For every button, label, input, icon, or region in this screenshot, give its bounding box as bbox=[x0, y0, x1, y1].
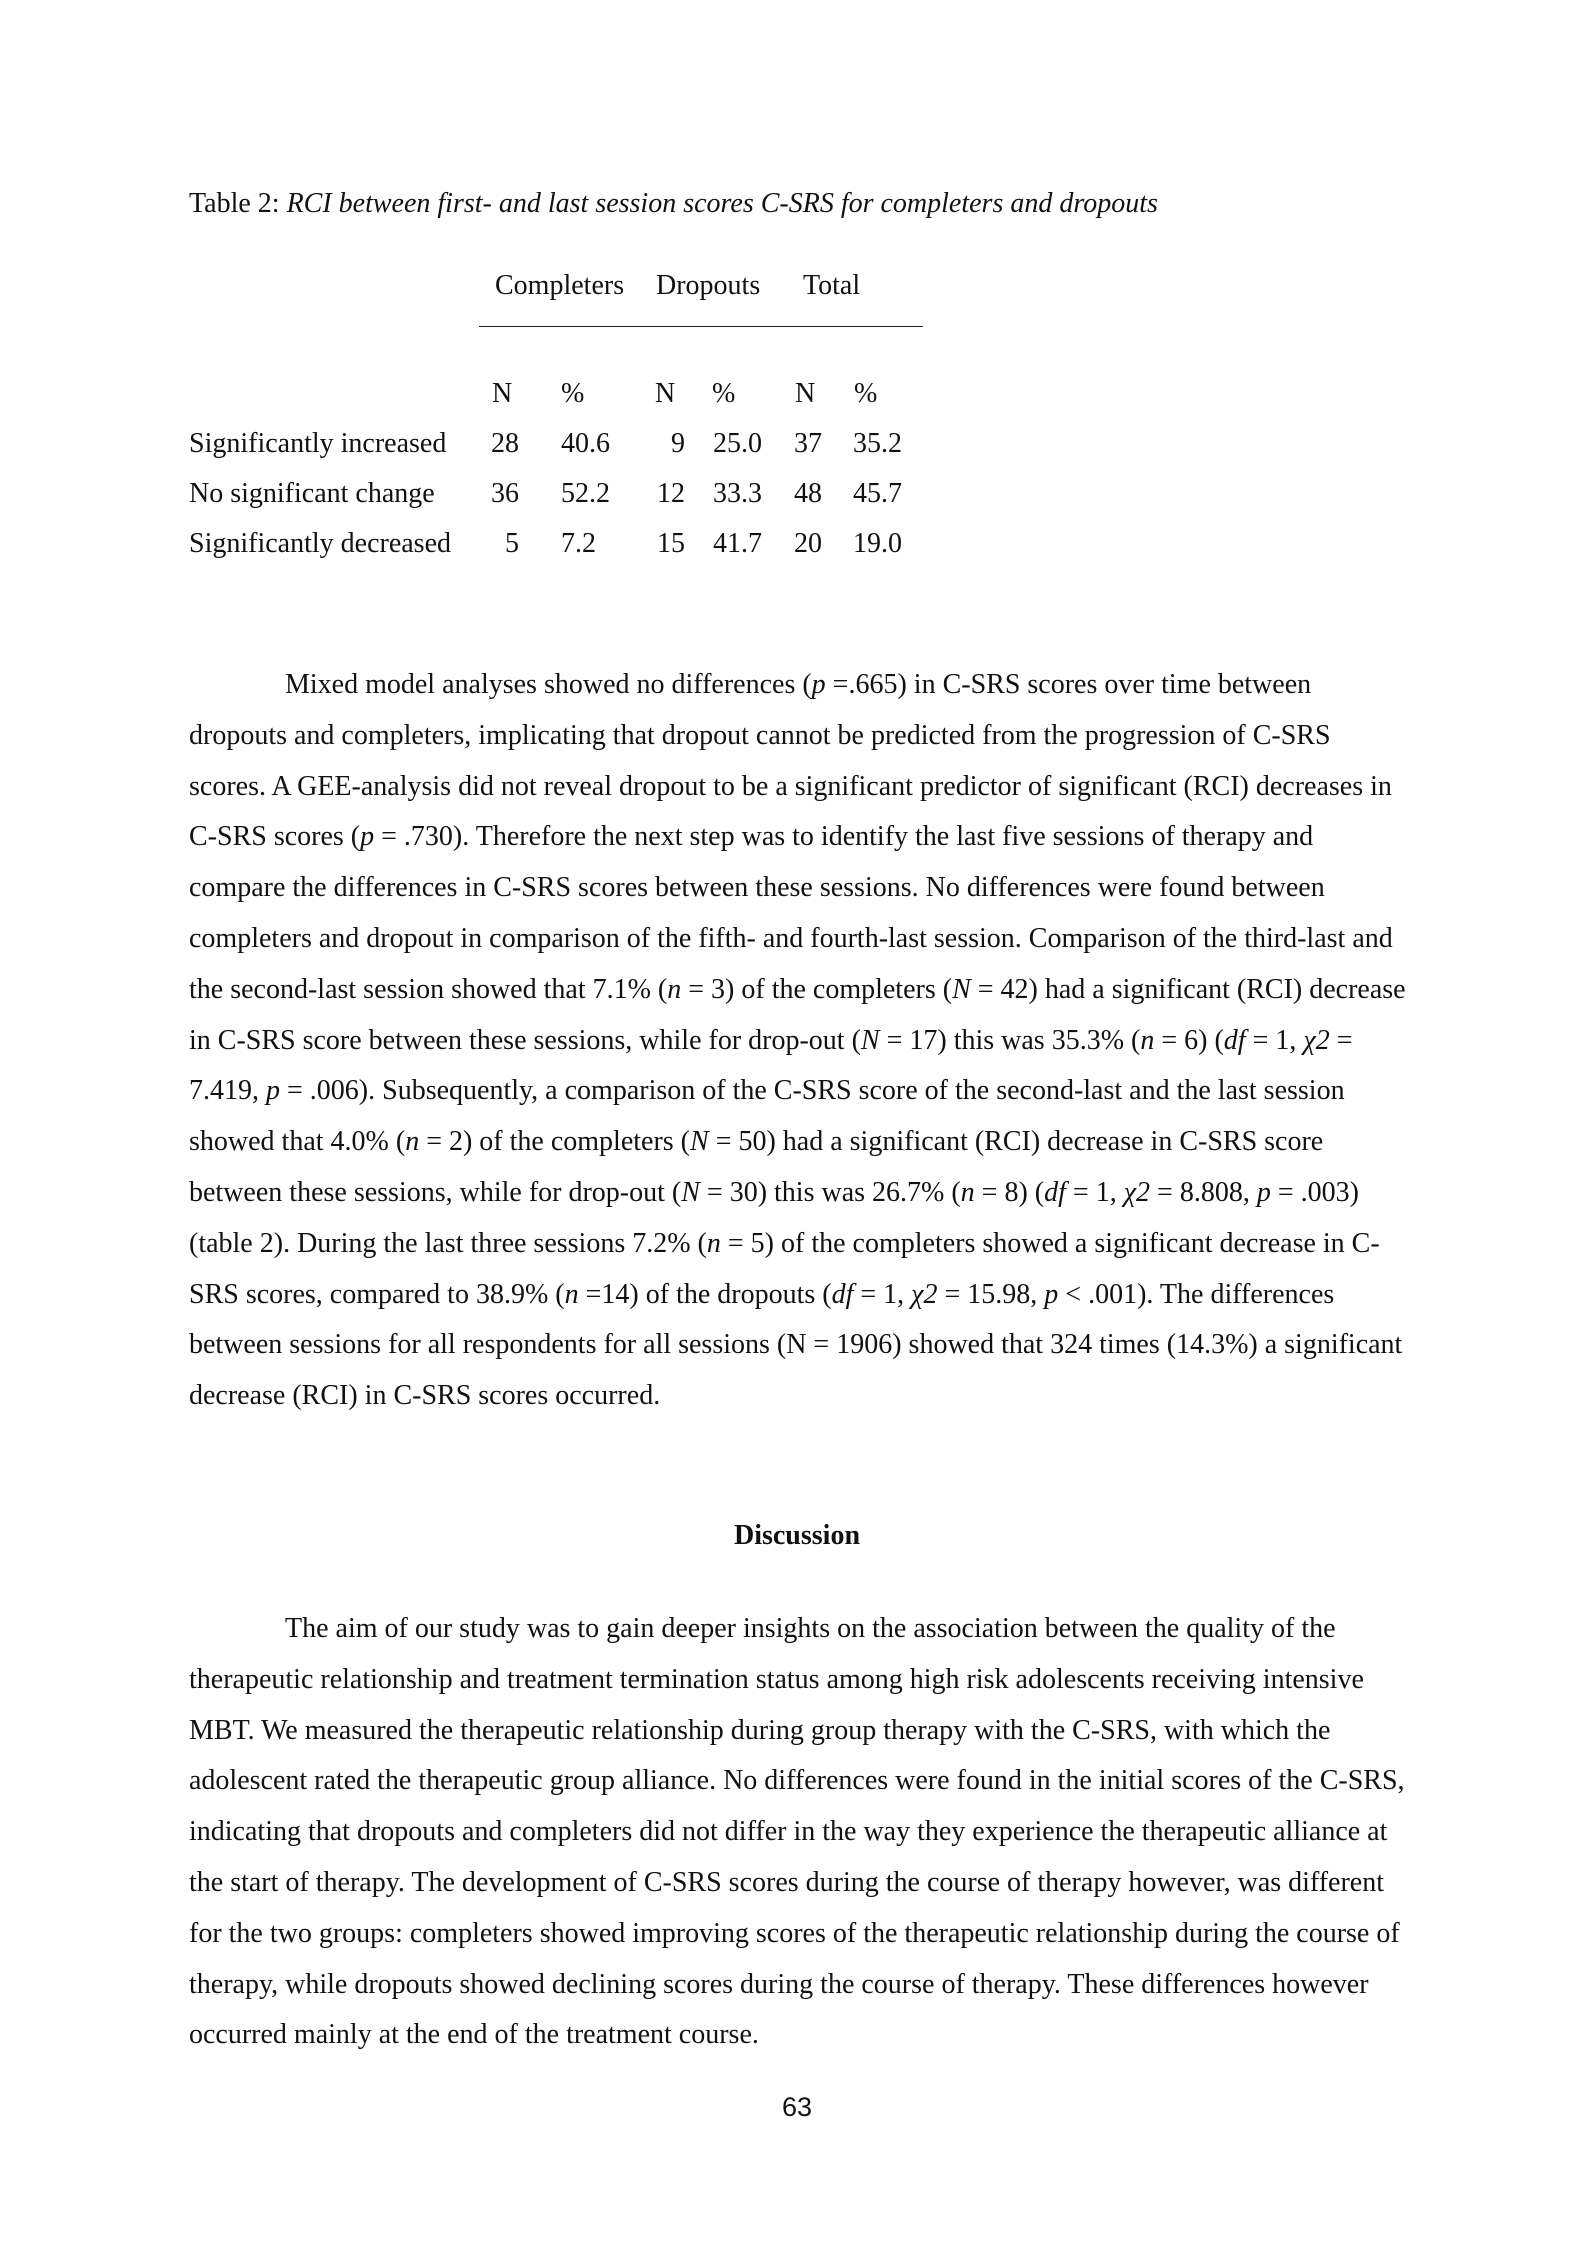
subheader-percent: % bbox=[561, 378, 585, 409]
table-cell: 9 bbox=[671, 428, 685, 459]
group-header-total: Total bbox=[803, 270, 861, 301]
table-cell: 28 bbox=[491, 428, 519, 459]
results-paragraph: Mixed model analyses showed no differences (p =.665) in C-SRS scores over time between dropouts and completers, implicating that dropout cannot be predicted from the progression of C-SRS scores. A GEE-analysis did not reveal dropout to be a significant predictor of significant (RCI) decreases in C-SRS scores (p = .730). Therefore the next step was to identify the last five sessions of therapy and compare the differences in C-SRS scores between these sessions. No differences were found between completers and dropout in comparison of the fifth- and fourth-last session. Comparison of the third-last and the second-last session showed that 7.1% (n = 3) of the completers (N = 42) had a significant (RCI) decrease in C-SRS score between these sessions, while for drop-out (N = 17) this was 35.3% (n = 6) (df = 1, χ2 = 7.419, p = .006). Subsequently, a comparison of the C-SRS score of the second-last and the last session showed that 4.0% (n = 2) of the completers (N = 50) had a significant (RCI) decrease in C-SRS score between these sessions, while for drop-out (N = 30) this was 26.7% (n = 8) (df = 1, χ2 = 8.808, p = .003) (table 2). During the last three sessions 7.2% (n = 5) of the completers showed a significant decrease in C-SRS scores, compared to 38.9% (n =14) of the dropouts (df = 1, χ2 = 15.98, p < .001). The differences between sessions for all respondents for all sessions (N = 1906) showed that 324 times (14.3%) a significant decrease (RCI) in C-SRS scores occurred. bbox=[189, 669, 1406, 1412]
subheader-percent: % bbox=[712, 378, 736, 409]
table-cell: 19.0 bbox=[853, 528, 902, 559]
discussion-paragraph-container bbox=[189, 1604, 1407, 2061]
table-caption-prefix: Table 2: bbox=[189, 188, 287, 219]
section-heading-discussion: Discussion bbox=[733, 1520, 861, 1551]
table-header-rule bbox=[479, 326, 923, 327]
table-cell: 41.7 bbox=[713, 528, 762, 559]
table-cell: 37 bbox=[794, 428, 822, 459]
table-cell: 5 bbox=[505, 528, 519, 559]
page-number: 63 bbox=[781, 2092, 813, 2122]
table-cell: 25.0 bbox=[713, 428, 762, 459]
table-cell: 40.6 bbox=[561, 428, 610, 459]
discussion-paragraph: The aim of our study was to gain deeper insights on the association between the quality of the therapeutic relationship and treatment termination status among high risk adolescents receiving intensive MBT. We measured the therapeutic relationship during group therapy with the C-SRS, with which the adolescent rated the therapeutic group alliance. No differences were found in the initial scores of the C-SRS, indicating that dropouts and completers did not differ in the way they experience the therapeutic alliance at the start of therapy. The development of C-SRS scores during the course of therapy however, was different for the two groups: completers showed improving scores of the therapeutic relationship during the course of therapy, while dropouts showed declining scores during the course of therapy. These differences however occurred mainly at the end of the treatment course. bbox=[189, 1613, 1405, 2051]
table-caption bbox=[189, 186, 1449, 222]
table-cell: 48 bbox=[794, 478, 822, 509]
row-label: Significantly decreased bbox=[189, 528, 452, 559]
table-cell: 52.2 bbox=[561, 478, 610, 509]
table-cell: 20 bbox=[794, 528, 822, 559]
table-cell: 35.2 bbox=[853, 428, 902, 459]
table-cell: 45.7 bbox=[853, 478, 902, 509]
subheader-n: N bbox=[655, 378, 676, 409]
table-cell: 7.2 bbox=[561, 528, 596, 559]
table-cell: 36 bbox=[491, 478, 519, 509]
table-cell: 12 bbox=[657, 478, 685, 509]
table-caption-title: RCI between first- and last session scores C-SRS for completers and dropouts bbox=[286, 188, 1158, 219]
group-header-completers: Completers bbox=[495, 270, 625, 301]
row-label: No significant change bbox=[189, 478, 435, 509]
row-label: Significantly increased bbox=[189, 428, 447, 459]
subheader-n: N bbox=[795, 378, 816, 409]
group-header-dropouts: Dropouts bbox=[656, 270, 761, 301]
results-paragraph-container bbox=[189, 660, 1407, 1422]
subheader-percent: % bbox=[854, 378, 878, 409]
table-cell: 33.3 bbox=[713, 478, 762, 509]
table-cell: 15 bbox=[657, 528, 685, 559]
subheader-n: N bbox=[492, 378, 513, 409]
